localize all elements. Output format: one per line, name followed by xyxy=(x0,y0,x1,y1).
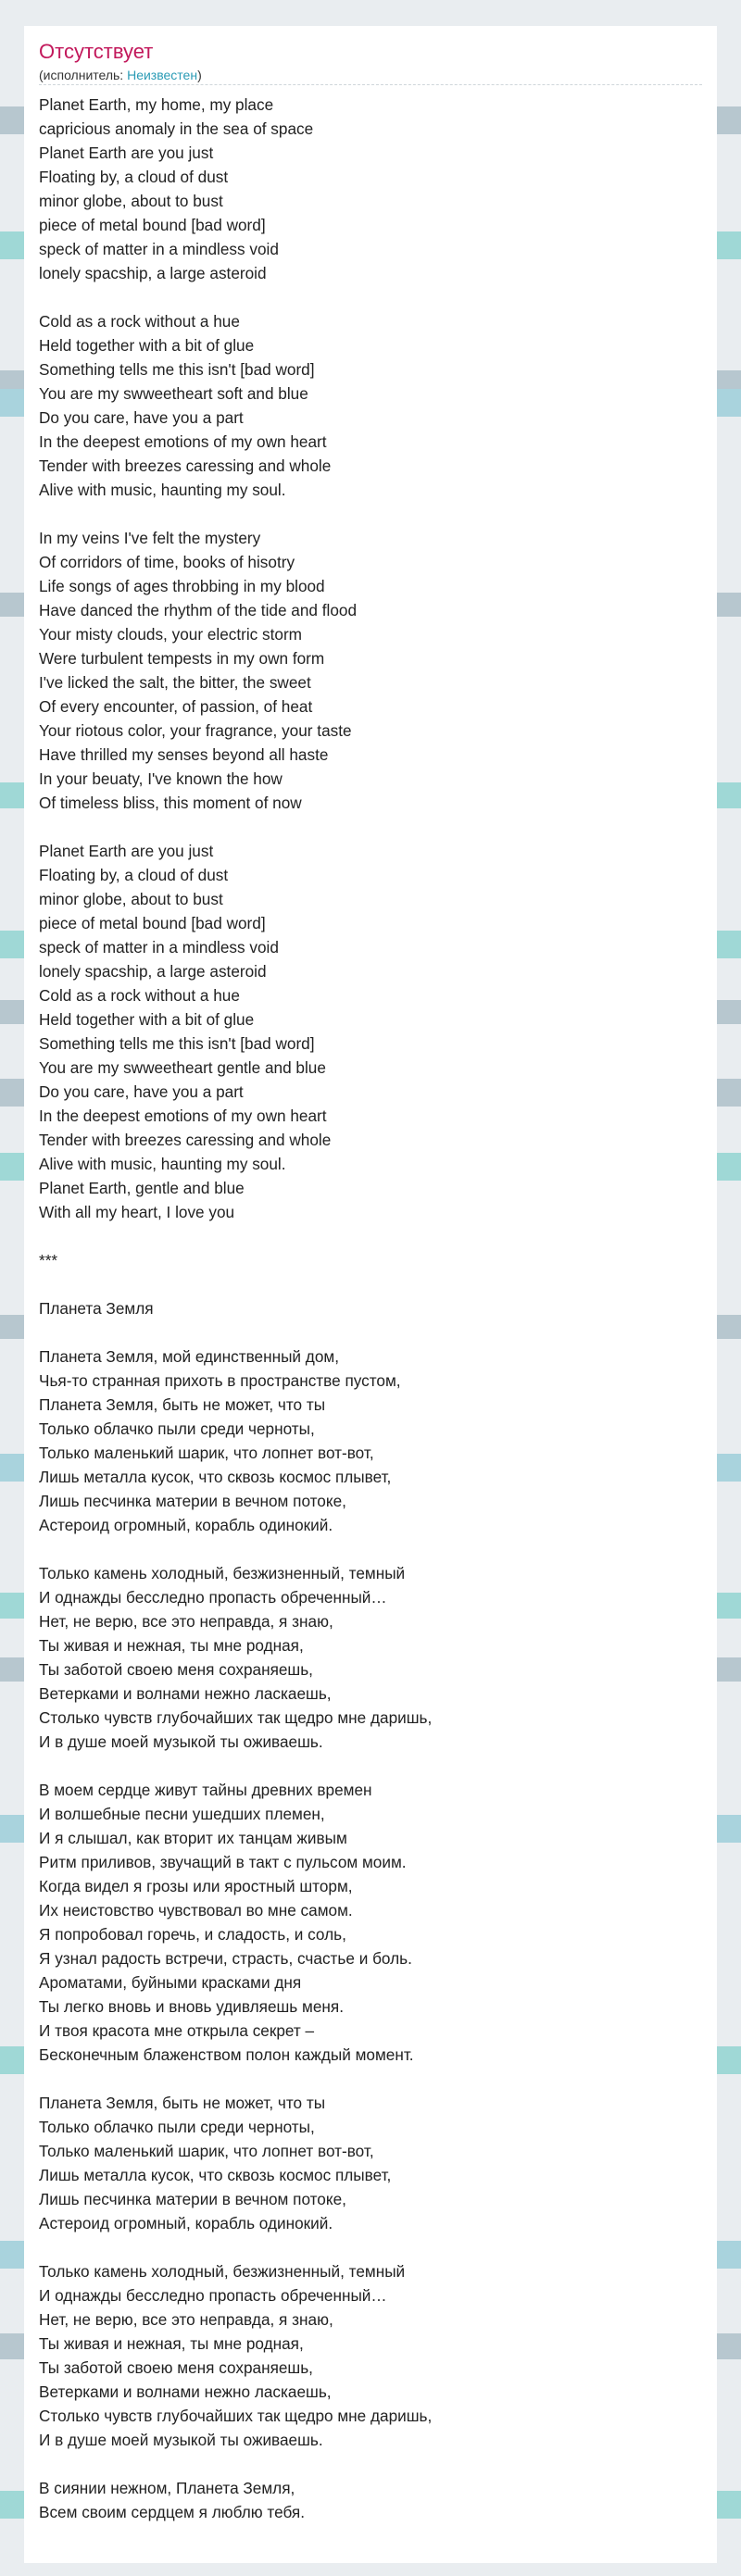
lyric-line: Только маленький шарик, что лопнет вот-вот, xyxy=(39,1444,374,1462)
lyric-blank-line xyxy=(39,815,687,839)
lyric-line: Чья-то странная прихоть в пространстве пустом, xyxy=(39,1371,401,1390)
lyric-line: Только облачко пыли среди черноты, xyxy=(39,2118,315,2136)
lyric-line: В сиянии нежном, Планета Земля, xyxy=(39,2479,295,2497)
lyric-line: Alive with music, haunting my soul. xyxy=(39,1155,286,1173)
lyric-line: In my veins I've felt the mystery xyxy=(39,529,261,547)
lyric-line: И я слышал, как вторит их танцам живым xyxy=(39,1829,347,1847)
lyric-line: Were turbulent tempests in my own form xyxy=(39,649,325,668)
lyric-line: You are my swweetheart soft and blue xyxy=(39,384,308,403)
lyric-line: Астероид огромный, корабль одинокий. xyxy=(39,1516,333,1534)
lyric-line: Лишь песчинка материи в вечном потоке, xyxy=(39,1492,346,1510)
lyric-line: I've licked the salt, the bitter, the sweet xyxy=(39,673,311,692)
lyric-line: Planet Earth are you just xyxy=(39,144,214,162)
lyric-line: With all my heart, I love you xyxy=(39,1203,235,1221)
lyrics-text xyxy=(39,93,687,2524)
lyric-line: Ароматами, буйными красками дня xyxy=(39,1973,302,1992)
lyric-line: Something tells me this isn't [bad word] xyxy=(39,1034,315,1053)
lyric-blank-line xyxy=(39,285,687,309)
song-title: Отсутствует xyxy=(39,40,154,63)
lyric-line: In the deepest emotions of my own heart xyxy=(39,1107,327,1125)
lyric-line: Планета Земля, быть не может, что ты xyxy=(39,2094,326,2112)
lyric-line: И в душе моей музыкой ты оживаешь. xyxy=(39,1732,323,1751)
lyric-line: Бесконечным блаженством полон каждый момент. xyxy=(39,2045,414,2064)
lyric-line: Ты живая и нежная, ты мне родная, xyxy=(39,1636,304,1655)
lyric-line: Астероид огромный, корабль одинокий. xyxy=(39,2214,333,2232)
lyric-line: In your beuaty, I've known the how xyxy=(39,769,283,788)
lyric-line: Tender with breezes caressing and whole xyxy=(39,1131,332,1149)
lyric-line: You are my swweetheart gentle and blue xyxy=(39,1058,326,1077)
lyric-line: Planet Earth, gentle and blue xyxy=(39,1179,245,1197)
lyric-line: Всем своим сердцем я люблю тебя. xyxy=(39,2503,305,2521)
lyric-line: lonely spacship, a large asteroid xyxy=(39,264,267,282)
lyric-line: Ветерками и волнами нежно ласкаешь, xyxy=(39,2382,332,2401)
lyric-line: Только камень холодный, безжизненный, темный xyxy=(39,2262,406,2281)
lyric-line: Только камень холодный, безжизненный, темный xyxy=(39,1564,406,1582)
lyric-line: Have danced the rhythm of the tide and flood xyxy=(39,601,358,619)
lyric-line: Held together with a bit of glue xyxy=(39,336,255,355)
lyric-line: Планета Земля, мой единственный дом, xyxy=(39,1347,339,1366)
lyric-line: lonely spacship, a large asteroid xyxy=(39,962,267,981)
lyric-line: И в душе моей музыкой ты оживаешь. xyxy=(39,2431,323,2449)
lyric-line: In the deepest emotions of my own heart xyxy=(39,432,327,451)
lyric-line: Ты заботой своею меня сохраняешь, xyxy=(39,2358,313,2377)
lyric-line: Нет, не верю, все это неправда, я знаю, xyxy=(39,1612,333,1631)
artist-line xyxy=(39,67,702,83)
lyric-line: В моем сердце живут тайны древних времен xyxy=(39,1781,372,1799)
lyric-line: Их неистовство чувствовал во мне самом. xyxy=(39,1901,353,1919)
header-divider xyxy=(39,84,702,85)
lyric-line: Ты легко вновь и вновь удивляешь меня. xyxy=(39,1997,344,2016)
lyric-blank-line xyxy=(39,2067,687,2091)
lyric-blank-line xyxy=(39,2235,687,2259)
lyric-blank-line xyxy=(39,1320,687,1344)
lyric-line: minor globe, about to bust xyxy=(39,890,223,908)
lyric-blank-line xyxy=(39,502,687,526)
lyric-line: Floating by, a cloud of dust xyxy=(39,168,229,186)
lyric-line: Лишь металла кусок, что сквозь космос плывет, xyxy=(39,2166,392,2184)
lyric-line: capricious anomaly in the sea of space xyxy=(39,119,314,138)
lyric-line: Do you care, have you a part xyxy=(39,1082,244,1101)
lyric-line: Planet Earth, my home, my place xyxy=(39,95,274,114)
lyric-line: Cold as a rock without a hue xyxy=(39,986,240,1005)
lyric-line: Have thrilled my senses beyond all haste xyxy=(39,745,329,764)
lyric-line: Ритм приливов, звучащий в такт с пульсом моим. xyxy=(39,1853,407,1871)
lyric-line: Только облачко пыли среди черноты, xyxy=(39,1419,315,1438)
lyric-line: Лишь металла кусок, что сквозь космос плывет, xyxy=(39,1468,392,1486)
lyric-blank-line xyxy=(39,1754,687,1778)
lyric-line: Планета Земля xyxy=(39,1299,154,1318)
lyric-line: Ветерками и волнами нежно ласкаешь, xyxy=(39,1684,332,1703)
lyric-line: Your misty clouds, your electric storm xyxy=(39,625,303,644)
lyric-line: Планета Земля, быть не может, что ты xyxy=(39,1395,326,1414)
lyric-line: Ты живая и нежная, ты мне родная, xyxy=(39,2334,304,2353)
artist-prefix: (исполнитель: xyxy=(39,68,128,82)
lyric-line: И волшебные песни ушедших племен, xyxy=(39,1805,325,1823)
lyric-line: Alive with music, haunting my soul. xyxy=(39,481,286,499)
lyric-line: Your riotous color, your fragrance, your taste xyxy=(39,721,352,740)
lyric-line: Я узнал радость встречи, страсть, счастье и боль. xyxy=(39,1949,412,1968)
lyric-line: Of corridors of time, books of hisotry xyxy=(39,553,295,571)
lyric-blank-line xyxy=(39,1537,687,1561)
lyric-line: И однажды бесследно пропасть обреченный… xyxy=(39,1588,387,1607)
lyric-line: piece of metal bound [bad word] xyxy=(39,914,266,932)
lyric-line: И твоя красота мне открыла секрет – xyxy=(39,2021,315,2040)
lyric-line: Planet Earth are you just xyxy=(39,842,214,860)
lyric-line: Столько чувств глубочайших так щедро мне даришь, xyxy=(39,2407,433,2425)
lyric-line: Нет, не верю, все это неправда, я знаю, xyxy=(39,2310,333,2329)
lyric-blank-line xyxy=(39,1272,687,1296)
lyric-line: Life songs of ages throbbing in my blood xyxy=(39,577,325,595)
lyric-line: Tender with breezes caressing and whole xyxy=(39,456,332,475)
lyric-line: speck of matter in a mindless void xyxy=(39,240,279,258)
lyric-line: *** xyxy=(39,1251,58,1269)
song-header xyxy=(39,39,702,83)
lyric-line: Лишь песчинка материи в вечном потоке, xyxy=(39,2190,346,2208)
lyrics-card xyxy=(24,26,717,2563)
lyric-line: Held together with a bit of glue xyxy=(39,1010,255,1029)
lyric-line: Я попробовал горечь, и сладость, и соль, xyxy=(39,1925,346,1944)
lyric-blank-line xyxy=(39,2452,687,2476)
lyric-line: piece of metal bound [bad word] xyxy=(39,216,266,234)
lyric-line: Something tells me this isn't [bad word] xyxy=(39,360,315,379)
lyric-line: Do you care, have you a part xyxy=(39,408,244,427)
lyric-line: Floating by, a cloud of dust xyxy=(39,866,229,884)
lyric-line: Когда видел я грозы или яростный шторм, xyxy=(39,1877,353,1895)
lyric-line: Of every encounter, of passion, of heat xyxy=(39,697,313,716)
artist-link[interactable]: Неизвестен xyxy=(127,68,198,82)
lyric-line: minor globe, about to bust xyxy=(39,192,223,210)
lyric-line: И однажды бесследно пропасть обреченный… xyxy=(39,2286,387,2305)
lyric-line: speck of matter in a mindless void xyxy=(39,938,279,957)
artist-suffix: ) xyxy=(197,68,202,82)
lyric-line: Только маленький шарик, что лопнет вот-вот, xyxy=(39,2142,374,2160)
lyric-line: Столько чувств глубочайших так щедро мне даришь, xyxy=(39,1708,433,1727)
lyric-blank-line xyxy=(39,1224,687,1248)
lyric-line: Of timeless bliss, this moment of now xyxy=(39,794,302,812)
lyric-line: Ты заботой своею меня сохраняешь, xyxy=(39,1660,313,1679)
lyric-line: Cold as a rock without a hue xyxy=(39,312,240,331)
